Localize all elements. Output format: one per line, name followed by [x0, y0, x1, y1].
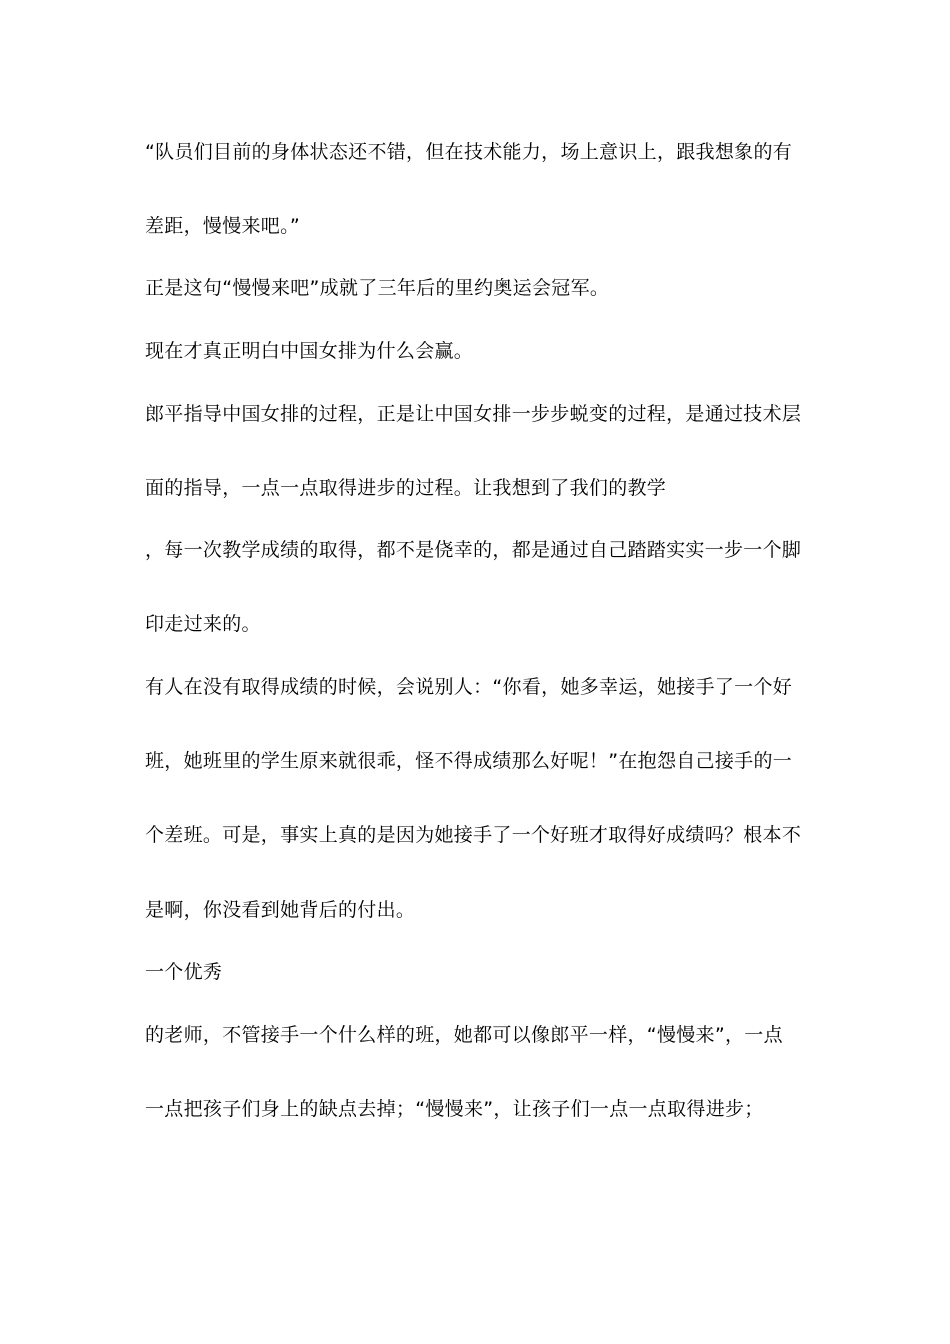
text-line: 差距，慢慢来吧。”: [145, 215, 301, 237]
text-line: 郎平指导中国女排的过程，正是让中国女排一步步蜕变的过程，是通过技术层: [145, 403, 802, 425]
text-line: 印走过来的。: [145, 613, 261, 635]
text-line: 有人在没有取得成绩的时候，会说别人：“你看，她多幸运，她接手了一个好: [145, 676, 793, 698]
text-line: ，每一次教学成绩的取得，都不是侥幸的，都是通过自己踏踏实实一步一个脚: [145, 539, 802, 561]
text-line: 是啊，你没看到她背后的付出。: [145, 899, 416, 921]
text-line: 班，她班里的学生原来就很乖，怪不得成绩那么好呢！”在抱怨自己接手的一: [145, 750, 793, 772]
text-line: 个差班。可是，事实上真的是因为她接手了一个好班才取得好成绩吗？根本不: [145, 824, 802, 846]
text-line: 的老师，不管接手一个什么样的班，她都可以像郎平一样，“慢慢来”，一点: [145, 1024, 783, 1046]
text-line: 面的指导，一点一点取得进步的过程。让我想到了我们的教学: [145, 477, 667, 499]
text-line: 现在才真正明白中国女排为什么会赢。: [145, 340, 474, 362]
text-line: 一个优秀: [145, 961, 223, 983]
text-line: 正是这句“慢慢来吧”成就了三年后的里约奥运会冠军。: [145, 277, 610, 299]
text-line: 一点把孩子们身上的缺点去掉；“慢慢来”，让孩子们一点一点取得进步；: [145, 1098, 764, 1120]
text-line: “队员们目前的身体状态还不错，但在技术能力，场上意识上，跟我想象的有: [145, 141, 793, 163]
